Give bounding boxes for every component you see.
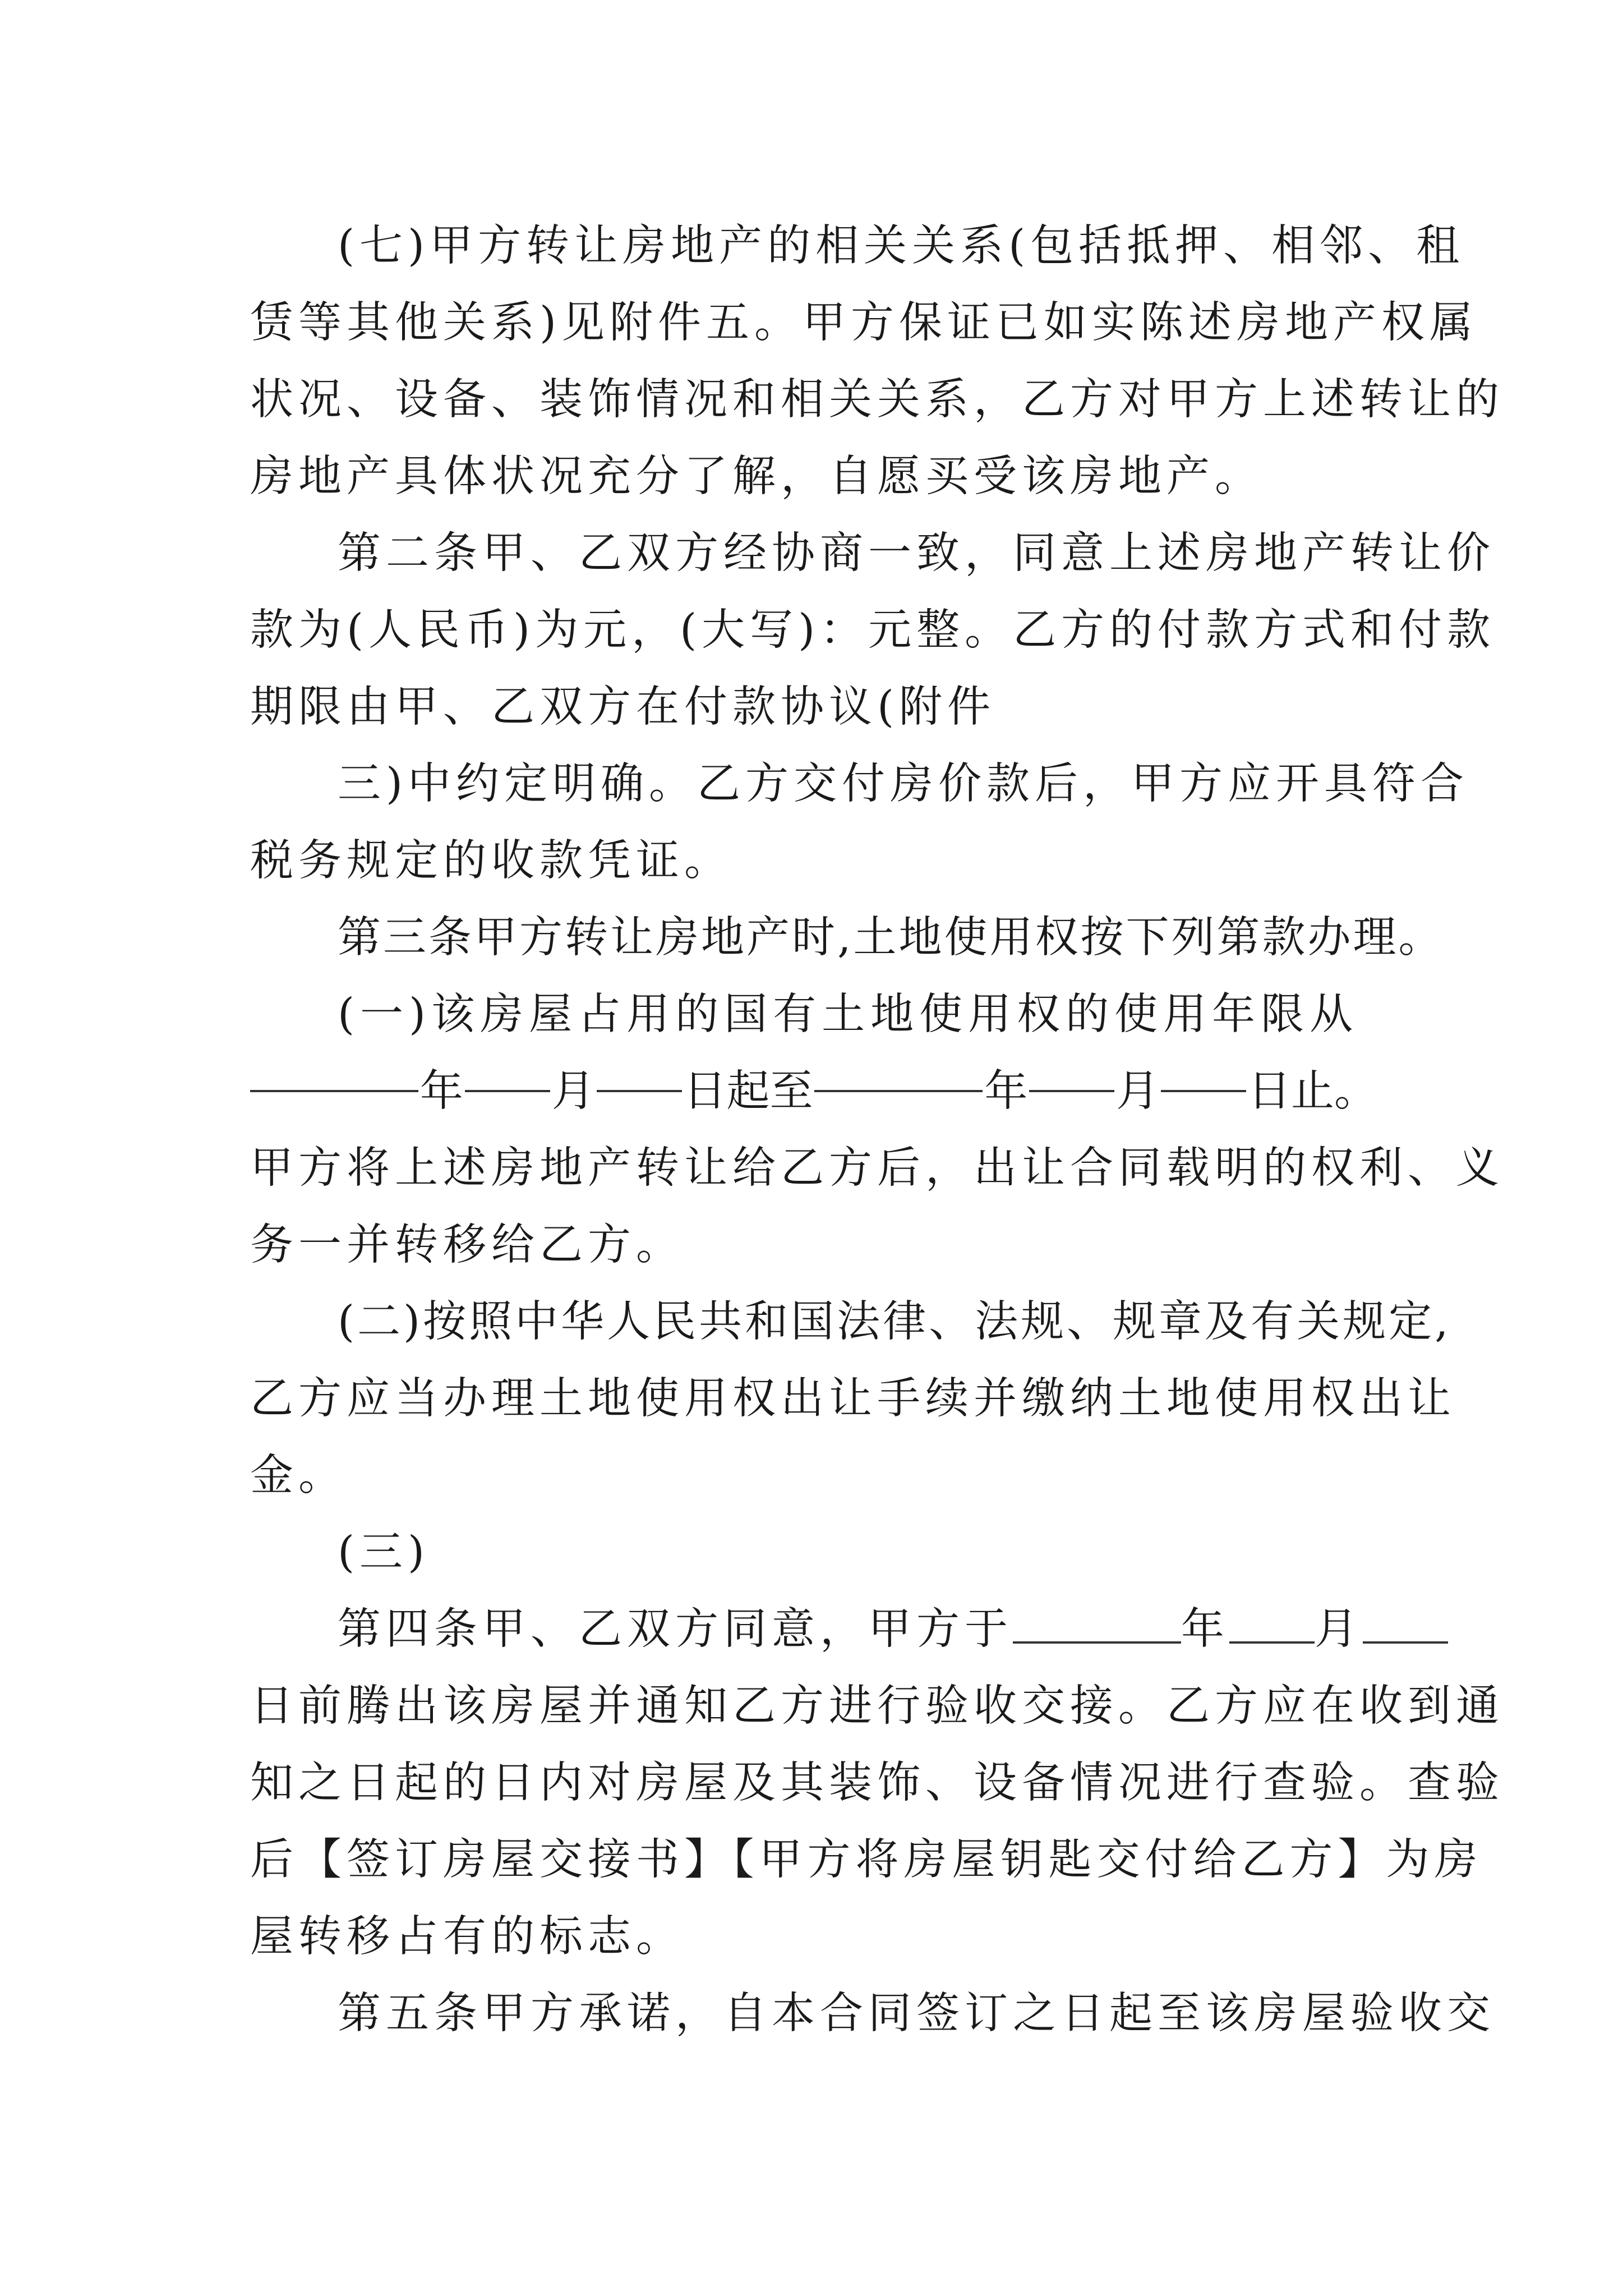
handover-date-line [250, 1591, 1377, 1668]
text-line: 务一并转移给乙方。 [250, 1220, 684, 1270]
text-line: (七)甲方转让房地产的相关关系(包括抵押、相邻、租 [338, 221, 1465, 271]
text-line: 状况、设备、装饰情况和相关关系，乙方对甲方上述转让的 [250, 375, 1504, 425]
year-label: 年 [419, 1066, 463, 1116]
text-line: 第三条甲方转让房地产时,土地使用权按下列第款办理。 [338, 913, 1444, 963]
text-line: 知之日起的日内对房屋及其装饰、设备情况进行查验。查验 [250, 1758, 1504, 1808]
paragraph-article-three [250, 899, 1444, 976]
text-line: (三) [338, 1527, 430, 1577]
text-line: (一)该房屋占用的国有土地使用权的使用年限从 [338, 990, 1359, 1039]
text-line: 第五条甲方承诺，自本合同签订之日起至该房屋验收交 [338, 1989, 1495, 2039]
text-line: 后【签订房屋交接书】【甲方将房屋钥匙交付给乙方】为房 [250, 1835, 1483, 1885]
blank-year-start[interactable] [250, 1053, 418, 1092]
blank-year-end[interactable] [814, 1053, 983, 1092]
text-line: 赁等其他关系)见附件五。甲方保证已如实陈述房地产权属 [250, 298, 1478, 348]
text-line: 税务规定的收款凭证。 [250, 836, 732, 886]
blank-handover-year[interactable] [1013, 1604, 1181, 1644]
date-range-line [250, 1053, 1377, 1130]
article-four-prefix: 第四条甲、乙双方同意，甲方于 [338, 1604, 1013, 1654]
blank-handover-month[interactable] [1229, 1604, 1315, 1644]
text-line: 房地产具体状况充分了解，自愿买受该房地产。 [250, 452, 1263, 501]
text-line: 第二条甲、乙双方经协商一致，同意上述房地产转让价 [338, 528, 1495, 578]
paragraph-item-three [250, 1514, 1377, 1591]
month-label: 月 [551, 1066, 595, 1116]
text-line: 三)中约定明确。乙方交付房价款后，甲方应开具符合 [338, 759, 1469, 809]
paragraph-land-transfer-fee [250, 1283, 1456, 1514]
text-line: 甲方将上述房地产转让给乙方后，出让合同载明的权利、义 [250, 1143, 1504, 1193]
paragraph-article-two [250, 515, 1496, 746]
text-line: 款为(人民币)为元，(大写)：元整。乙方的付款方式和付款 [250, 605, 1496, 655]
text-line: 屋转移占有的标志。 [250, 1912, 684, 1962]
text-line: 期限由甲、乙双方在付款协议(附件 [250, 682, 996, 732]
text-line: 金。 [250, 1451, 347, 1501]
paragraph-attachment-five [250, 208, 1504, 515]
paragraph-land-use-term [250, 976, 1504, 1283]
month-label: 月 [1315, 1604, 1363, 1654]
contract-text [250, 208, 1504, 2052]
blank-month-end[interactable] [1029, 1053, 1114, 1092]
paragraph-payment-receipt [250, 746, 1469, 899]
blank-month-start[interactable] [465, 1053, 550, 1092]
year-label: 年 [984, 1066, 1028, 1116]
blank-handover-day[interactable] [1363, 1604, 1448, 1644]
year-label: 年 [1181, 1604, 1229, 1654]
text-line: (二)按照中华人民共和国法律、法规、规章及有关规定, [338, 1297, 1451, 1347]
paragraph-article-four [250, 1591, 1504, 1975]
paragraph-article-five [250, 1975, 1495, 2052]
blank-day-end[interactable] [1161, 1053, 1246, 1092]
month-label: 月 [1116, 1066, 1160, 1116]
text-line: 日前腾出该房屋并通知乙方进行验收交接。乙方应在收到通 [250, 1681, 1504, 1731]
day-end-label: 日止。 [1247, 1066, 1377, 1116]
day-start-label: 日起至 [683, 1066, 813, 1116]
text-line: 乙方应当办理土地使用权出让手续并缴纳土地使用权出让 [250, 1374, 1456, 1424]
blank-day-start[interactable] [597, 1053, 682, 1092]
